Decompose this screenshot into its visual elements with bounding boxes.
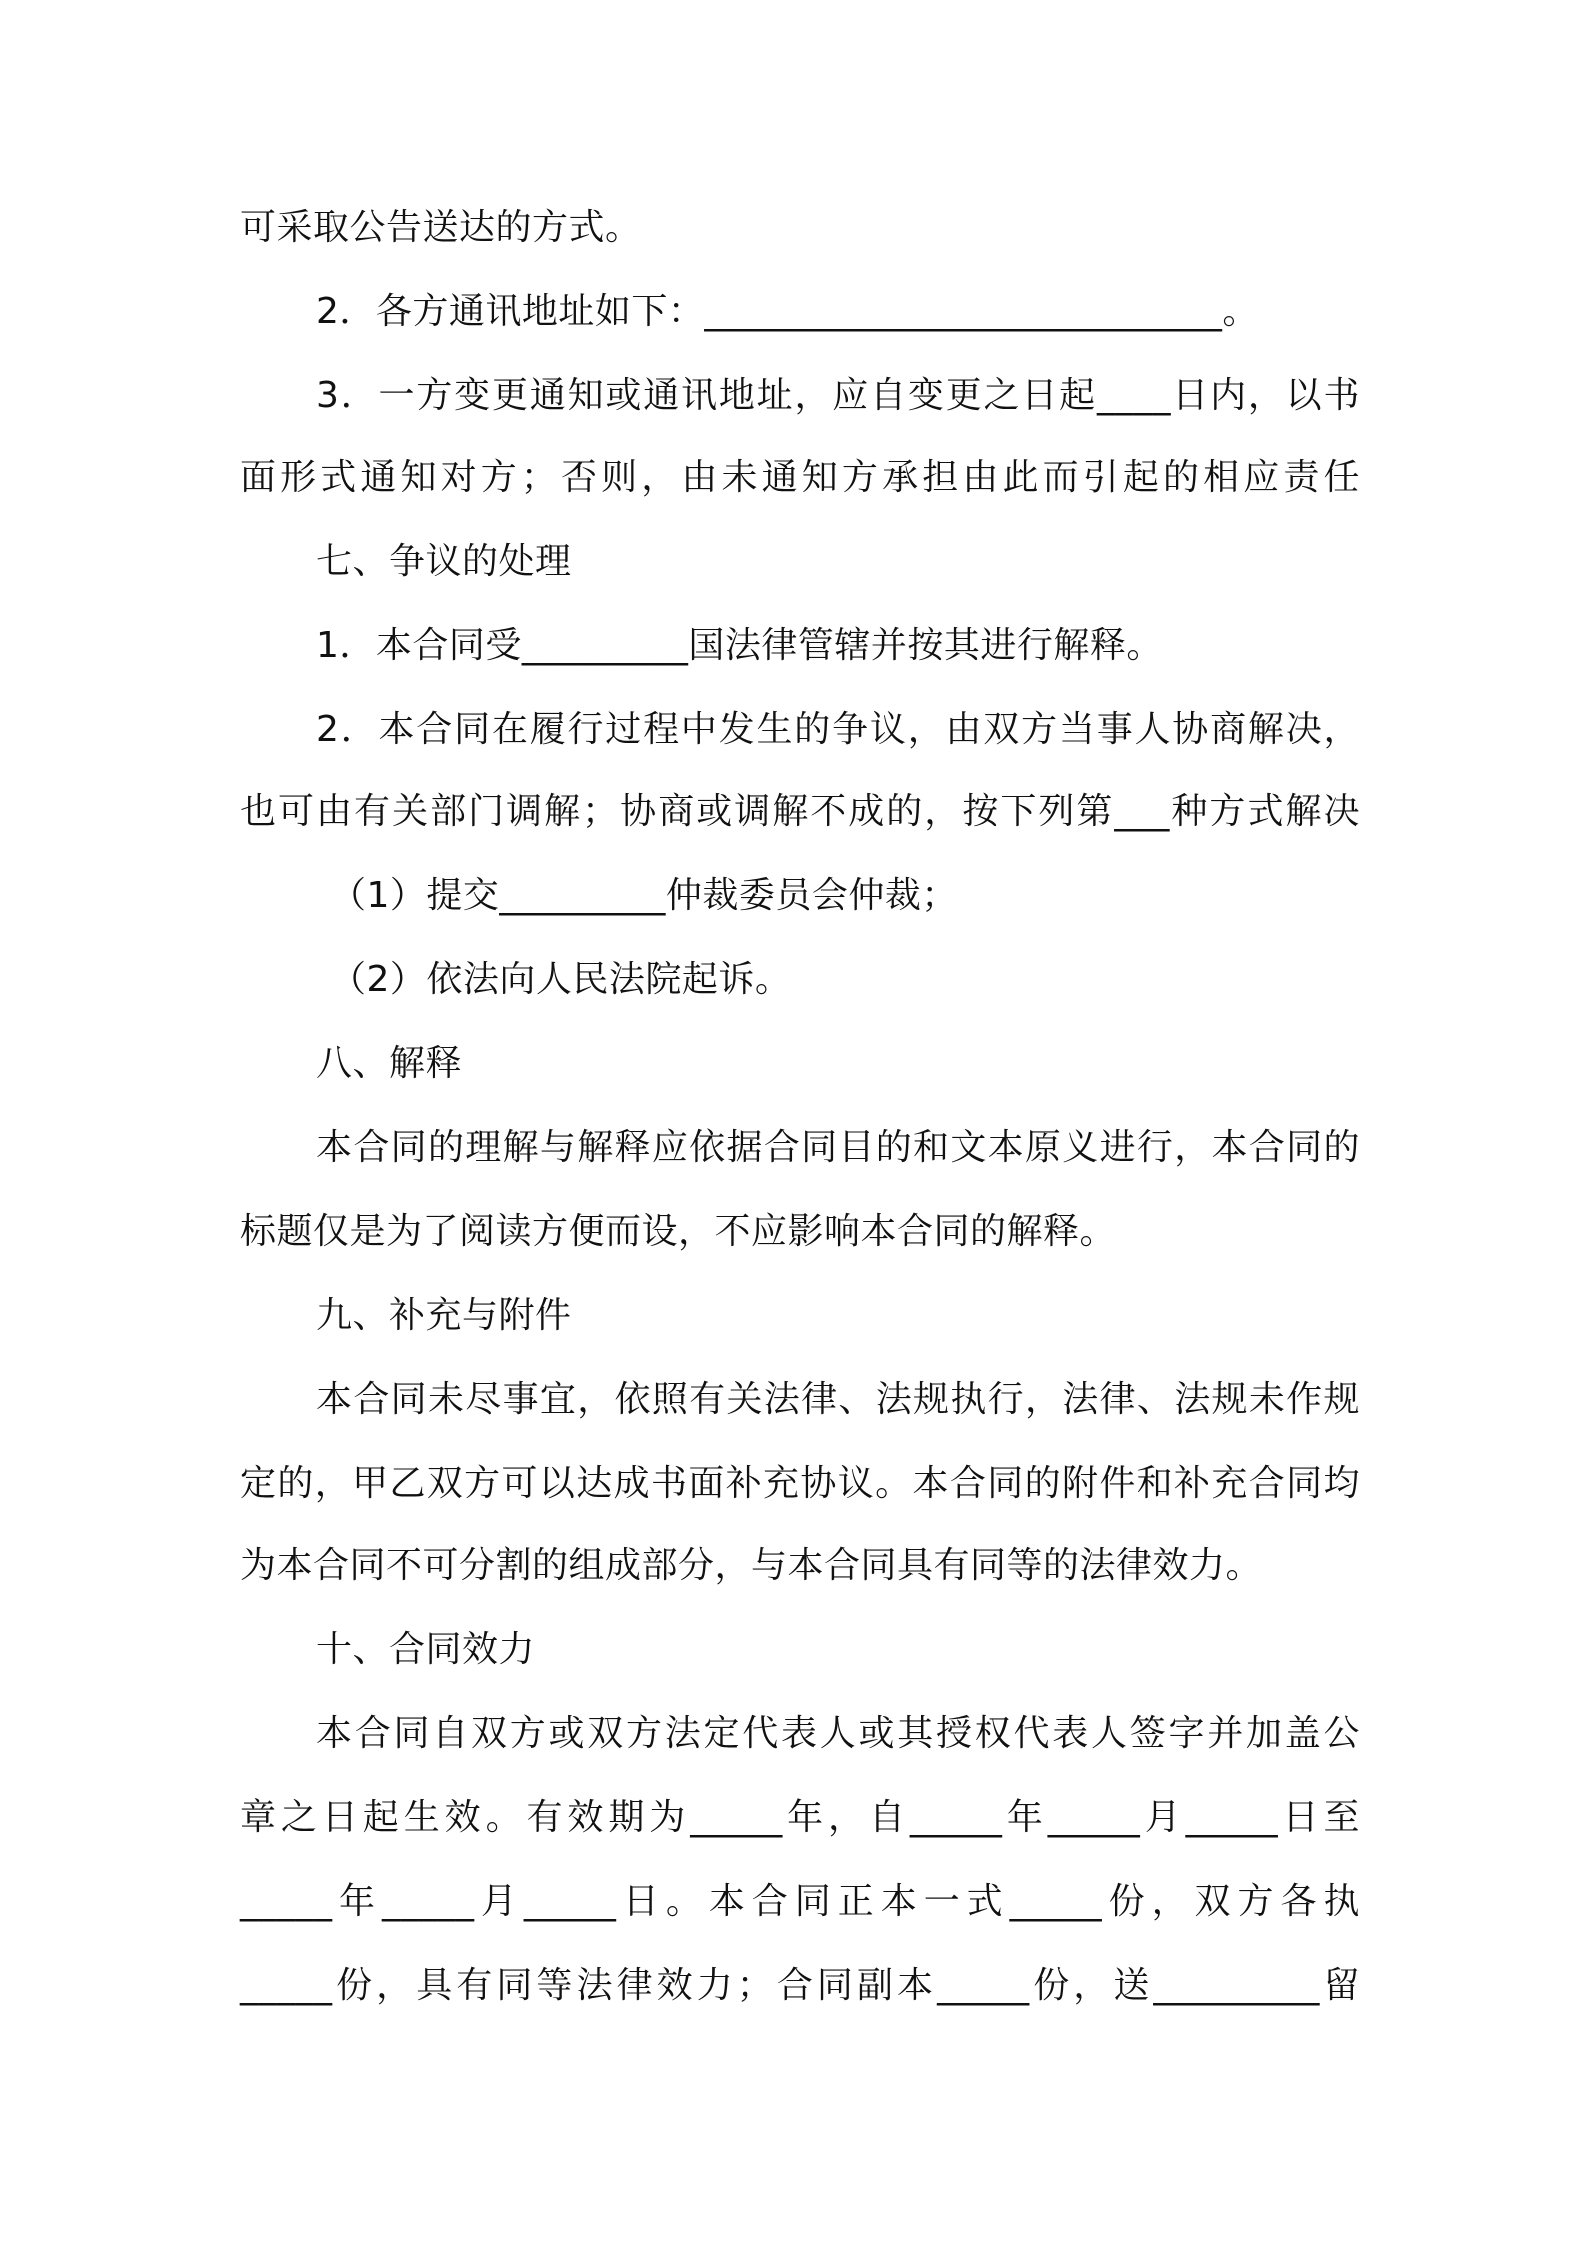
text-line: 为本合同不可分割的组成部分，与本合同具有同等的法律效力。 [240,1545,1263,1586]
section-heading: 七、争议的处理 [316,541,572,582]
text-line: 也可由有关部门调解；协商或调解不成的，按下列第___种方式解决 [240,791,1360,832]
text-line: 本合同自双方或双方法定代表人或其授权代表人签字并加盖公 [316,1713,1360,1754]
text-line: 面形式通知对方；否则，由未通知方承担由此而引起的相应责任 [240,457,1360,498]
section-heading: 八、解释 [316,1043,463,1084]
text-line: （1）提交_________仲裁委员会仲裁； [330,875,958,916]
section-heading: 九、补充与附件 [316,1295,572,1336]
text-line: 标题仅是为了阅读方便而设，不应影响本合同的解释。 [240,1211,1117,1252]
text-line: （2）依法向人民法院起诉。 [330,959,792,1000]
text-line: 定的，甲乙双方可以达成书面补充协议。本合同的附件和补充合同均 [240,1463,1360,1504]
text-line: 本合同的理解与解释应依据合同目的和文本原义进行，本合同的 [316,1127,1360,1168]
text-line: 2．各方通讯地址如下：____________________________。 [316,291,1259,332]
section-heading: 十、合同效力 [316,1629,536,1670]
text-line: 本合同未尽事宜，依照有关法律、法规执行，法律、法规未作规 [316,1379,1360,1420]
text-line: 可采取公告送达的方式。 [240,207,642,248]
text-line: _____年_____月_____日。本合同正本一式_____份，双方各执 [240,1881,1360,1922]
text-line: 章之日起生效。有效期为_____年，自_____年_____月_____日至 [240,1797,1360,1838]
text-line: _____份，具有同等法律效力；合同副本_____份，送_________留 [240,1965,1360,2006]
text-line: 3．一方变更通知或通讯地址，应自变更之日起____日内，以书 [316,375,1360,416]
text-line: 2．本合同在履行过程中发生的争议，由双方当事人协商解决， [316,709,1360,750]
text-line: 1．本合同受_________国法律管辖并按其进行解释。 [316,625,1163,666]
